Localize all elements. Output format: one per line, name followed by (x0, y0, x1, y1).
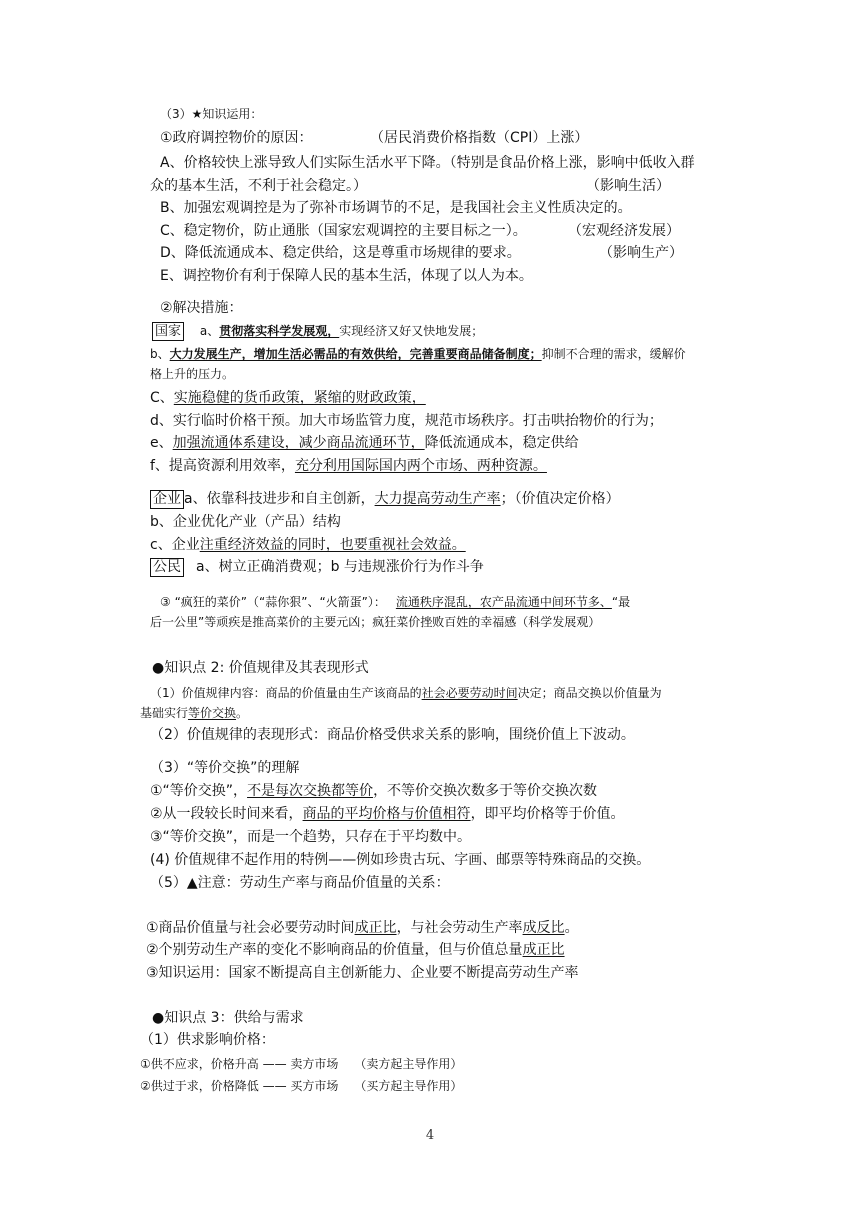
state-line-c (150, 388, 426, 408)
citizen-text: a、树立正确消费观；b 与违规涨价行为作斗争 (196, 559, 484, 575)
state-c-underlined: 实施稳健的货币政策，紧缩的财政政策， (173, 390, 426, 406)
reason-a-line2: 众的基本生活，不利于社会稳定。） (150, 178, 367, 194)
crazy-prefix: ③ “疯狂的菜价”（“蒜你狠”、“火箭蛋”）： (160, 595, 386, 609)
state-a-underlined: 贯彻落实科学发展观， (219, 324, 340, 338)
k2-q2-suffix: ，即平均价格等于价值。 (470, 806, 625, 822)
k3-item2-main: ②供过于求，价格降低 —— 买方市场 (140, 1079, 339, 1093)
k2-p1b-underlined: 等价交换 (188, 706, 237, 720)
state-e-suffix: 降低流通成本，稳定供给 (424, 435, 579, 451)
state-f-underlined: 充分利用国际国内两个市场、两种资源。 (294, 458, 547, 474)
k2-r1-prefix: ①商品价值量与社会必要劳动时间 (146, 920, 355, 936)
k2-title: ●知识点 2: 价值规律及其表现形式 (152, 660, 369, 676)
reason-a-note: （影响生活） (586, 178, 670, 194)
k2-p4: (4) 价值规律不起作用的特例——例如珍贵古玩、字画、邮票等特殊商品的交换。 (150, 852, 651, 868)
k2-q3: ③“等价交换”，而是一个趋势，只存在于平均数中。 (150, 829, 472, 845)
state-f-prefix: f、提高资源利用效率， (150, 458, 295, 474)
k3-title: ●知识点 3：供给与需求 (152, 1010, 304, 1026)
enterprise-line-c (150, 535, 466, 555)
reason-a-line1: A、价格较快上涨导致人们实际生活水平下降。（特别是食品价格上涨，影响中低收入群 (160, 155, 695, 171)
k3-p1: （1）供求影响价格： (140, 1032, 275, 1048)
k2-q2-prefix: ②从一段较长时间来看， (150, 806, 303, 822)
k2-q2-underlined: 商品的平均价格与价值相符 (302, 806, 471, 822)
state-line-a (152, 321, 483, 341)
k2-r1-underlined-1: 成正比 (354, 920, 397, 936)
enterprise-a-suffix: ；（价值决定价格） (500, 491, 620, 507)
enterprise-line-a (150, 489, 620, 509)
measures-title: ②解决措施： (160, 300, 243, 316)
k2-r2 (146, 940, 565, 960)
k2-p5: （5）▲注意：劳动生产率与商品价值量的关系： (150, 875, 450, 891)
enterprise-box: 企业 (150, 490, 184, 509)
state-box: 国家 (152, 322, 184, 341)
reason-c-note: （宏观经济发展） (568, 223, 680, 239)
enterprise-c-prefix: c、企业 (150, 537, 200, 553)
k2-q1-suffix: ，不等价交换次数多于等价交换次数 (373, 783, 598, 799)
k2-p2: （2）价值规律的表现形式：商品价格受供求关系的影响，围绕价值上下波动。 (150, 727, 635, 743)
state-line-f (150, 456, 547, 476)
k2-q1-underlined: 不是每次交换都等价 (247, 783, 374, 799)
enterprise-c-underlined: 注重经济效益的同时，也要重视社会效益。 (199, 537, 466, 553)
k2-p1b-prefix: 基础实行 (140, 706, 189, 720)
k2-r1 (146, 918, 579, 938)
state-b-suffix: 抑制不合理的需求，缓解价 (541, 347, 686, 361)
state-c-prefix: C、 (150, 390, 174, 406)
k2-p1-prefix: （1）价值规律内容：商品的价值量由生产该商品的 (150, 686, 422, 700)
k2-r1-suffix: 。 (564, 920, 579, 936)
state-line-e (150, 433, 579, 453)
citizen-line (150, 557, 484, 577)
reason-note: （居民消费价格指数（CPI）上涨） (370, 130, 589, 146)
enterprise-a-prefix: a、依靠科技进步和自主创新， (184, 491, 375, 507)
k2-p1-underlined: 社会必要劳动时间 (421, 686, 518, 700)
k3-item2 (140, 1076, 462, 1096)
k2-p1-suffix: 决定；商品交换以价值量为 (517, 686, 662, 700)
crazy-underlined: 流通秩序混乱，农产品流通中间环节多、 (395, 595, 612, 609)
state-a-suffix: 实现经济又好又快地发展； (339, 324, 484, 338)
k2-p1 (150, 683, 662, 703)
k2-r2-prefix: ②个别劳动生产率的变化不影响商品的价值量，但与价值总量 (146, 942, 523, 958)
state-line-d: d、实行临时价格干预。加大市场监管力度，规范市场秩序。打击哄抬物价的行为； (150, 413, 663, 429)
state-b-prefix: b、 (150, 347, 170, 361)
crazy-price-line1 (160, 592, 630, 612)
reason-b: B、加强宏观调控是为了弥补市场调节的不足，是我国社会主义性质决定的。 (160, 200, 632, 216)
state-b-underlined: 大力发展生产，增加生活必需品的有效供给，完善重要商品储备制度； (169, 347, 542, 361)
state-a-prefix: a、 (199, 324, 220, 338)
state-e-prefix: e、 (150, 435, 173, 451)
k2-r1-middle: ，与社会劳动生产率 (396, 920, 523, 936)
k2-q1-prefix: ①“等价交换”， (150, 783, 248, 799)
k3-item1 (140, 1054, 462, 1074)
reason-d: D、降低流通成本、稳定供给，这是尊重市场规律的要求。 (160, 245, 521, 261)
citizen-box: 公民 (150, 558, 184, 577)
reason-title: ①政府调控物价的原因： (160, 130, 313, 146)
k2-r1-underlined-2: 成反比 (522, 920, 565, 936)
k3-item2-note: （买方起主导作用） (354, 1079, 463, 1093)
crazy-price-line2: 后一公里”等顽疾是推高菜价的主要元凶；疯狂菜价挫败百姓的幸福感（科学发展观） (150, 615, 601, 629)
reason-e: E、调控物价有利于保障人民的基本生活，体现了以人为本。 (160, 268, 533, 284)
k2-q1 (150, 781, 597, 801)
k2-r2-underlined: 成正比 (522, 942, 565, 958)
section-heading: （3）★知识运用： (160, 107, 263, 121)
k2-q2 (150, 804, 625, 824)
reason-d-note: （影响生产） (599, 245, 683, 261)
k2-r3: ③知识运用：国家不断提高自主创新能力、企业要不断提高劳动生产率 (146, 965, 579, 981)
k2-p3: （3）“等价交换”的理解 (150, 760, 300, 776)
state-line-b (150, 344, 686, 364)
enterprise-a-underlined: 大力提高劳动生产率 (374, 491, 501, 507)
k3-item1-main: ①供不应求，价格升高 —— 卖方市场 (140, 1057, 339, 1071)
state-e-underlined: 加强流通体系建设，减少商品流通环节， (172, 435, 425, 451)
crazy-suffix: “最 (611, 595, 631, 609)
state-line-b2: 格上升的压力。 (150, 367, 235, 381)
reason-c: C、稳定物价，防止通胀（国家宏观调控的主要目标之一）。 (160, 223, 527, 239)
k2-p1b (140, 703, 248, 723)
k2-p1b-suffix: 。 (236, 706, 249, 720)
k3-item1-note: （卖方起主导作用） (354, 1057, 463, 1071)
page-number: 4 (425, 1128, 435, 1143)
enterprise-line-b: b、企业优化产业（产品）结构 (150, 514, 341, 530)
